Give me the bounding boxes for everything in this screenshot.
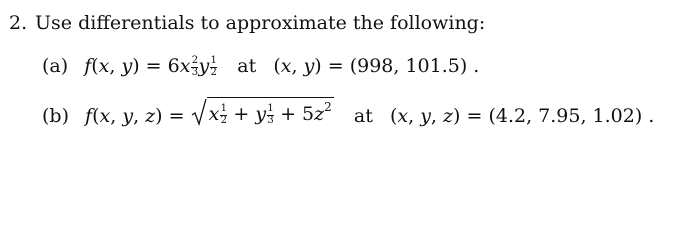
square-root-icon: x $^{\frac{1}{2}}$ + y $^{\frac{1}{3}}$ + $5z^2$ [191, 97, 334, 126]
problem-instruction: Use differentials to approximate the following: [35, 12, 486, 34]
problem-heading [9, 14, 485, 33]
part-b-function: f(x, y, z) = x $^{\frac{1}{2}}$ + y $^{\frac{1}{3}}$ + $5z^2$ [85, 105, 340, 127]
part-a [42, 56, 479, 78]
part-a-label: (a) [42, 55, 69, 77]
part-b-point: (x, y, z) = (4.2, 7.95, 1.02) . [389, 105, 655, 127]
part-a-function: f(x, y) = 6x $^{\frac{2}{3}}$ y $^{\frac{1}{2}}$ [84, 55, 217, 78]
part-a-at: at [237, 55, 257, 77]
part-b [42, 97, 654, 126]
part-a-point: (x, y) = (998, 101.5) . [273, 55, 480, 77]
part-b-at: at [353, 105, 373, 127]
part-b-label: (b) [42, 105, 69, 127]
problem-number: 2. [9, 12, 28, 34]
